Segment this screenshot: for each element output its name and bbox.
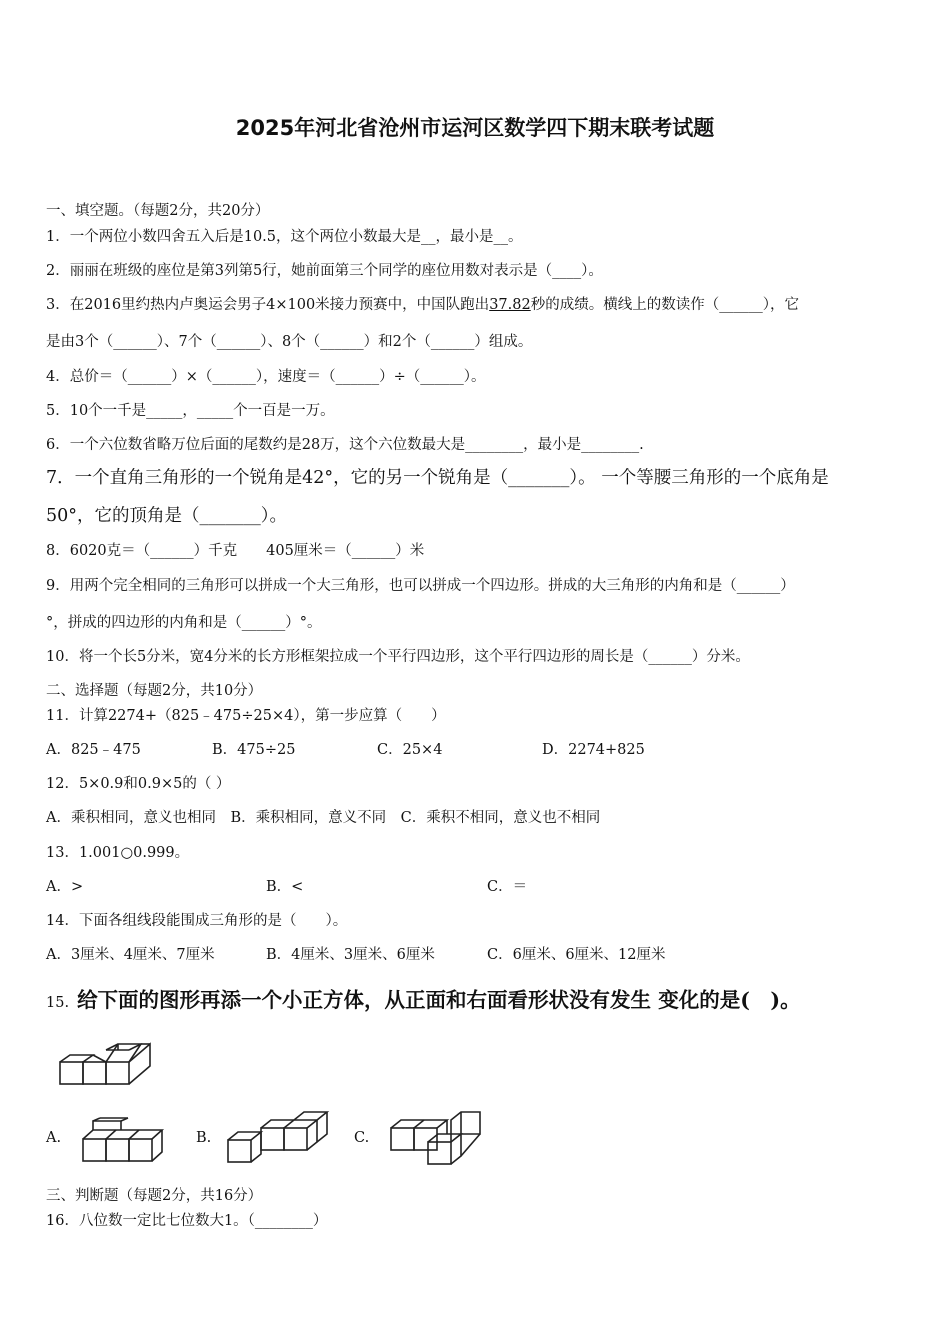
question-2: 2．丽丽在班级的座位是第3列第5行，她前面第三个同学的座位用数对表示是（____）。 (46, 263, 603, 279)
q11-option-c: C．25×4 (377, 742, 443, 758)
q13-option-a: A．> (46, 879, 84, 895)
question-3-line-1 (46, 295, 799, 315)
cube-figure-a (80, 1115, 176, 1165)
question-15-number: 15. (46, 995, 70, 1011)
section-judge: 三、判断题（每题2分，共16分） (46, 1188, 263, 1204)
cube-figure-c (388, 1110, 488, 1168)
page-title: 2025年河北省沧州市运河区数学四下期末联考试题 (235, 116, 715, 140)
section-fill-blank: 一、填空题。（每题2分，共20分） (46, 203, 270, 219)
question-11: 11．计算2274+（825﹣475÷25×4），第一步应算（ ） (46, 708, 446, 724)
question-8: 8．6020克＝（______）千克 405厘米＝（______）米 (46, 543, 425, 559)
question-14: 14．下面各组线段能围成三角形的是（ ）。 (46, 913, 348, 929)
question-9-line-1: 9．用两个完全相同的三角形可以拼成一个大三角形，也可以拼成一个四边形。拼成的大三角形的内角和是（______） (46, 578, 795, 594)
question-13: 13．1.001○0.999。 (46, 845, 190, 861)
q14-option-b: B．4厘米、3厘米、6厘米 (266, 947, 435, 963)
q11-option-d: D．2274+825 (542, 742, 645, 758)
question-16: 16．八位数一定比七位数大1。（________） (46, 1213, 328, 1229)
question-3-number: 37.82 (489, 297, 531, 313)
question-9-line-2: °，拼成的四边形的内角和是（______）°。 (46, 615, 322, 631)
cube-figure-b (225, 1108, 335, 1166)
question-15-text: 给下面的图形再添一个小正方体，从正面和右面看形状没有发生 变化的是( )。 (77, 988, 801, 1012)
q12-options: A．乘积相同，意义也相同 B．乘积相同，意义不同 C．乘积不相同，意义也不相同 (46, 810, 601, 826)
question-5: 5．10个一千是_____，_____个一百是一万。 (46, 403, 335, 419)
question-3-suffix: 秒的成绩。横线上的数读作（______），它 (530, 297, 799, 313)
question-12: 12．5×0.9和0.9×5的（ ） (46, 776, 231, 792)
question-15 (46, 990, 801, 1013)
q13-option-b: B．< (266, 879, 304, 895)
question-3-line-2: 是由3个（______）、7个（______）、8个（______）和2个（______）组成。 (46, 334, 533, 350)
q14-option-c: C．6厘米、6厘米、12厘米 (487, 947, 666, 963)
q15-option-b: B. (196, 1130, 212, 1146)
q14-option-a: A．3厘米、4厘米、7厘米 (46, 947, 215, 963)
question-6: 6．一个六位数省略万位后面的尾数约是28万，这个六位数最大是________，最小是________. (46, 437, 644, 453)
q11-option-b: B．475÷25 (212, 742, 296, 758)
question-7-line-2: 50°，它的顶角是（_______）。 (46, 506, 288, 526)
question-7-line-1: 7．一个直角三角形的一个锐角是42°，它的另一个锐角是（_______）。 一个等腰三角形的一个底角是 (46, 468, 829, 488)
question-10: 10．将一个长5分米，宽4分米的长方形框架拉成一个平行四边形，这个平行四边形的周长是（______）分米。 (46, 649, 750, 665)
cube-figure-main (58, 1040, 158, 1088)
q11-option-a: A．825﹣475 (46, 742, 141, 758)
question-4: 4．总价＝（______）×（______），速度＝（______）÷（______）。 (46, 369, 486, 385)
question-1: 1．一个两位小数四舍五入后是10.5，这个两位小数最大是__，最小是__。 (46, 229, 523, 245)
question-3-prefix: 3．在2016里约热内卢奥运会男子4×100米接力预赛中，中国队跑出 (46, 297, 490, 313)
q15-option-a: A. (46, 1130, 62, 1146)
q13-option-c: C．＝ (487, 879, 528, 895)
q15-option-c: C. (354, 1130, 370, 1146)
section-choice: 二、选择题（每题2分，共10分） (46, 683, 263, 699)
